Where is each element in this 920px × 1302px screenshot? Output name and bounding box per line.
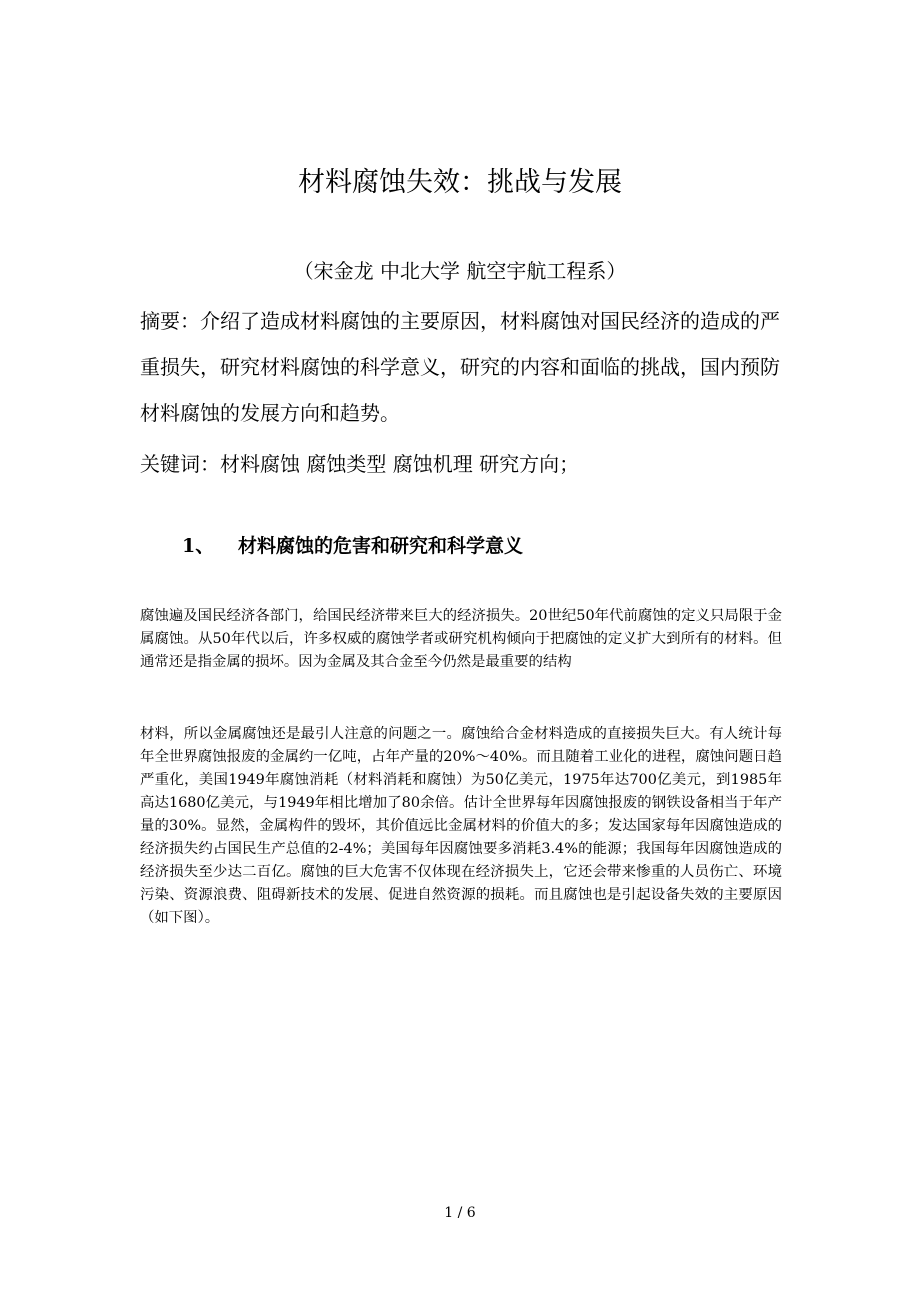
section-number: 1、 xyxy=(182,535,215,557)
keywords: 关键词：材料腐蚀 腐蚀类型 腐蚀机理 研究方向； xyxy=(140,452,580,476)
author-affiliation: （宋金龙 中北大学 航空宇航工程系） xyxy=(293,259,627,283)
body-paragraph: 材料，所以金属腐蚀还是最引人注意的问题之一。腐蚀给合金材料造成的直接损失巨大。有人统计每年全世界腐蚀报废的金属约一亿吨，占年产量的20%～40%。而且随着工业化的进程，腐蚀问题日趋严重化，美国1949年腐蚀消耗（材料消耗和腐蚀）为50亿美元，1975年达700亿美元，到1985年高达1680亿美元，与1949年相比增加了80余倍。估计全世界每年因腐蚀报废的钢铁设备相当于年产量的30%。显然，金属构件的毁坏，其价值远比金属材料的价值大的多；发达国家每年因腐蚀造成的经济损失约占国民生产总值的2-4%；美国每年因腐蚀要多消耗3.4%的能源；我国每年因腐蚀造成的经济损失至少达二百亿。腐蚀的巨大危害不仅体现在经济损失上，它还会带来惨重的人员伤亡、环境污染、资源浪费、阻碍新技术的发展、促进自然资源的损耗。而且腐蚀也是引起设备失效的主要原因（如下图）。 xyxy=(140,726,782,926)
body-paragraph: 腐蚀遍及国民经济各部门，给国民经济带来巨大的经济损失。20世纪50年代前腐蚀的定义只局限于金属腐蚀。从50年代以后，许多权威的腐蚀学者或研究机构倾向于把腐蚀的定义扩大到所有的材料。但通常还是指金属的损坏。因为金属及其合金至今仍然是最重要的结构 xyxy=(140,608,782,670)
section-title: 材料腐蚀的危害和研究和科学意义 xyxy=(238,535,524,557)
page-number: 1 / 6 xyxy=(444,1205,476,1221)
abstract: 摘要：介绍了造成材料腐蚀的主要原因，材料腐蚀对国民经济的造成的严重损失，研究材料腐蚀的科学意义，研究的内容和面临的挑战，国内预防材料腐蚀的发展方向和趋势。 xyxy=(140,309,780,425)
section-heading xyxy=(182,530,523,562)
document-title: 材料腐蚀失效：挑战与发展 xyxy=(298,167,622,198)
